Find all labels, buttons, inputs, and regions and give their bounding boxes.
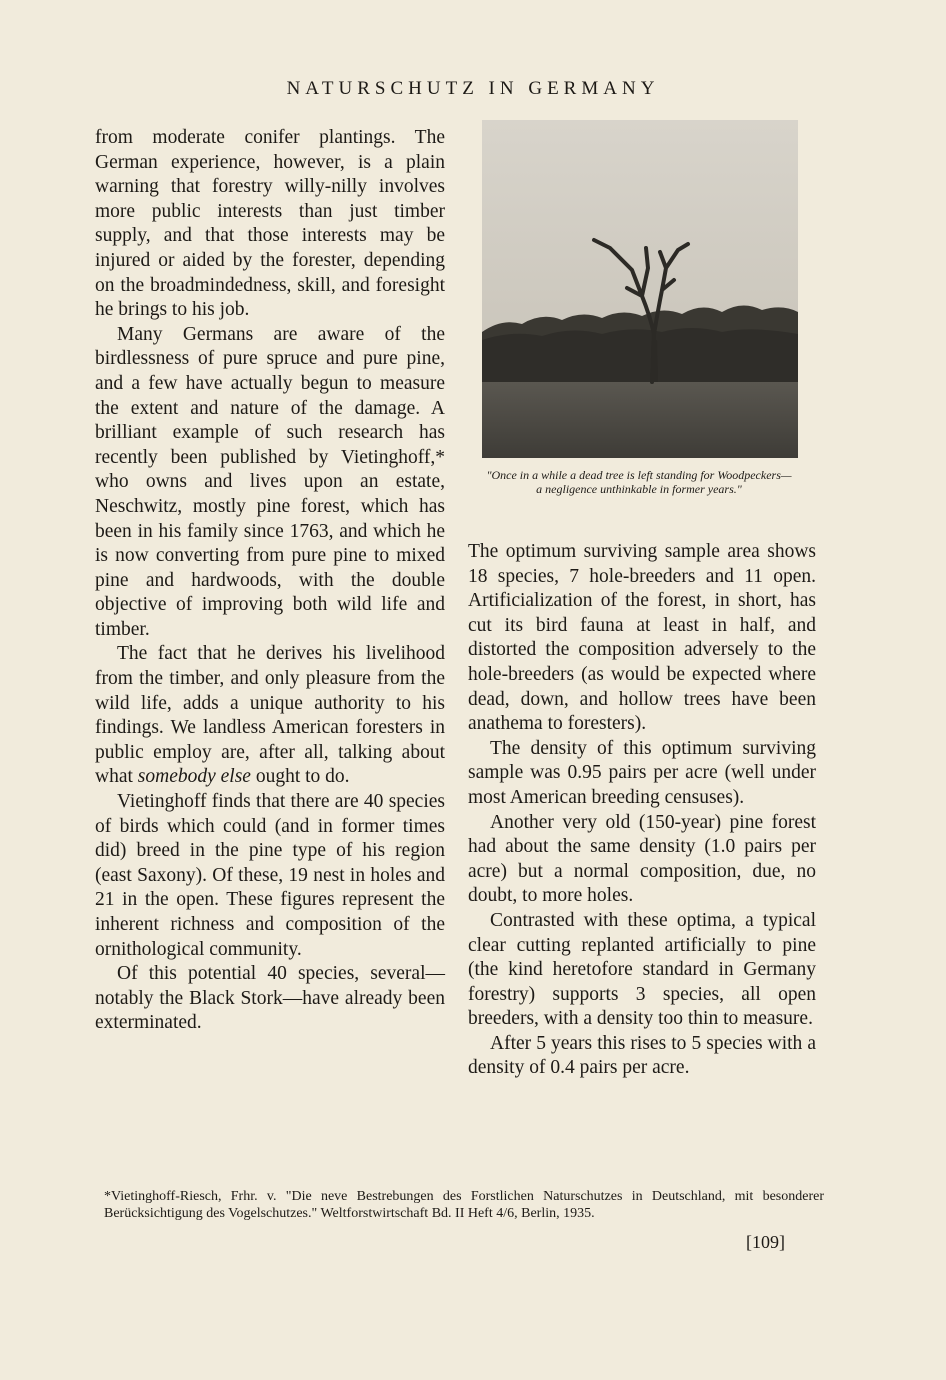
paragraph: Contrasted with these optima, a typical clear cutting replanted artificially to pine (the kind heretofore standard in Germany forestry) supports 3 species, all open breeders, with a density too thin to measure. <box>468 909 816 1030</box>
right-column <box>468 540 816 1081</box>
paragraph: Vietinghoff finds that there are 40 species of birds which could (and in former times did) breed in the pine type of his region (east Saxony). Of these, 19 nest in holes and 21 in the open. These figures represent the inherent richness and composition of the ornithological community. <box>95 791 445 960</box>
paragraph <box>95 642 445 790</box>
dead-tree-photograph <box>482 120 798 458</box>
paragraph: from moderate conifer plantings. The German experience, however, is a plain warning that forestry willy-nilly involves more public interests than just timber supply, and that those interests may be injured or aided by the forester, depending on the broadmindedness, skill, and foresight he brings to his job. <box>95 127 445 321</box>
page-number: [109] <box>746 1232 785 1252</box>
italic-phrase: somebody else <box>137 766 251 788</box>
paragraph: Another very old (150-year) pine forest had about the same density (1.0 pairs per acre) but a normal composition, due, no doubt, to more holes. <box>468 811 816 907</box>
running-header: NATURSCHUTZ IN GERMANY <box>286 78 660 99</box>
paragraph: Of this potential 40 species, several—notably the Black Stork—have already been exterminated. <box>95 963 445 1034</box>
left-column <box>95 126 445 1036</box>
paragraph: The optimum surviving sample area shows 18 species, 7 hole-breeders and 11 open. Artificialization of the forest, in short, has cut its bird fauna at least in half, and distorted the composition adversely to the hole-breeders (as would be expected where dead, down, and hollow trees have been anathema to foresters). <box>468 541 816 735</box>
paragraph: The density of this optimum surviving sample was 0.95 pairs per acre (well under most American breeding censuses). <box>468 737 816 808</box>
paragraph: Many Germans are aware of the birdlessness of pure spruce and pure pine, and a few have actually begun to measure the extent and nature of the damage. A brilliant example of such research has recently been published by Vietinghoff,* who owns and lives upon an estate, Neschwitz, mostly pine forest, which has been in his family since 1763, and which he is now converting from pure pine to mixed pine and hardwoods, with the double objective of improving both wild life and timber. <box>95 323 445 640</box>
figure-caption: "Once in a while a dead tree is left standing for Woodpeckers—a negligence unthinkable in former years." <box>486 468 792 496</box>
paragraph-text: ought to do. <box>250 766 350 788</box>
paragraph-text: The fact that he derives his livelihood from the timber, and only pleasure from the wild life, adds a unique authority to his findings. We landless American foresters in public employ are, after all, talking about what <box>95 643 445 788</box>
paragraph: After 5 years this rises to 5 species with a density of 0.4 pairs per acre. <box>468 1032 816 1079</box>
footnote: *Vietinghoff-Riesch, Frhr. v. "Die neve Bestrebungen des Forstlichen Naturschutzes in Deutschland, mit besonderer Berücksichtigung des Vogelschutzes." Weltforstwirtschaft Bd. II Heft 4/6, Berlin, 1935. <box>104 1189 824 1221</box>
